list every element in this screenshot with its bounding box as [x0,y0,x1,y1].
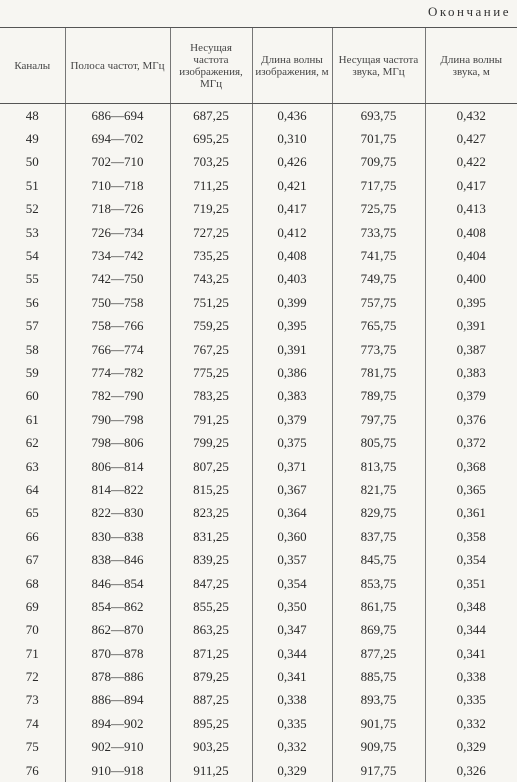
video-wavelength-cell: 0,347 [252,619,332,642]
audio-wavelength-cell: 0,422 [425,151,517,174]
band-cell: 854—862 [65,595,170,618]
channel-cell: 76 [0,759,65,782]
channel-cell: 59 [0,361,65,384]
audio-wavelength-cell: 0,391 [425,315,517,338]
audio-wavelength-cell: 0,395 [425,291,517,314]
channel-cell: 60 [0,385,65,408]
video-carrier-cell: 791,25 [170,408,252,431]
table-row [0,595,517,618]
band-cell: 710—718 [65,174,170,197]
video-wavelength-cell: 0,436 [252,104,332,128]
audio-carrier-cell: 821,75 [332,478,425,501]
audio-carrier-cell: 717,75 [332,174,425,197]
video-wavelength-cell: 0,360 [252,525,332,548]
audio-carrier-cell: 909,75 [332,736,425,759]
table-row [0,361,517,384]
audio-carrier-cell: 917,75 [332,759,425,782]
band-cell: 878—886 [65,665,170,688]
audio-carrier-cell: 757,75 [332,291,425,314]
video-wavelength-cell: 0,335 [252,712,332,735]
audio-carrier-cell: 805,75 [332,431,425,454]
header-audio-carrier: Несущая частота звука, МГц [332,28,425,104]
video-wavelength-cell: 0,421 [252,174,332,197]
table-body [0,104,517,782]
video-carrier-cell: 759,25 [170,315,252,338]
channel-cell: 66 [0,525,65,548]
video-carrier-cell: 847,25 [170,572,252,595]
table-row [0,198,517,221]
video-wavelength-cell: 0,310 [252,127,332,150]
video-carrier-cell: 695,25 [170,127,252,150]
channel-cell: 70 [0,619,65,642]
video-carrier-cell: 839,25 [170,548,252,571]
audio-wavelength-cell: 0,413 [425,198,517,221]
channel-cell: 74 [0,712,65,735]
audio-carrier-cell: 765,75 [332,315,425,338]
audio-wavelength-cell: 0,344 [425,619,517,642]
table-row [0,151,517,174]
audio-wavelength-cell: 0,338 [425,665,517,688]
table-row [0,455,517,478]
channel-cell: 50 [0,151,65,174]
header-audio-wavelength: Длина волны звука, м [425,28,517,104]
audio-carrier-cell: 773,75 [332,338,425,361]
band-cell: 894—902 [65,712,170,735]
audio-wavelength-cell: 0,417 [425,174,517,197]
video-wavelength-cell: 0,391 [252,338,332,361]
band-cell: 862—870 [65,619,170,642]
audio-wavelength-cell: 0,376 [425,408,517,431]
channel-cell: 52 [0,198,65,221]
video-carrier-cell: 703,25 [170,151,252,174]
video-carrier-cell: 895,25 [170,712,252,735]
header-row [0,28,517,104]
audio-wavelength-cell: 0,329 [425,736,517,759]
audio-carrier-cell: 725,75 [332,198,425,221]
video-wavelength-cell: 0,329 [252,759,332,782]
band-cell: 758—766 [65,315,170,338]
channel-cell: 69 [0,595,65,618]
channel-cell: 53 [0,221,65,244]
video-wavelength-cell: 0,408 [252,244,332,267]
audio-carrier-cell: 869,75 [332,619,425,642]
audio-carrier-cell: 693,75 [332,104,425,128]
video-carrier-cell: 911,25 [170,759,252,782]
audio-carrier-cell: 749,75 [332,268,425,291]
audio-wavelength-cell: 0,358 [425,525,517,548]
band-cell: 902—910 [65,736,170,759]
video-wavelength-cell: 0,332 [252,736,332,759]
audio-carrier-cell: 861,75 [332,595,425,618]
video-carrier-cell: 903,25 [170,736,252,759]
video-carrier-cell: 807,25 [170,455,252,478]
audio-wavelength-cell: 0,368 [425,455,517,478]
table-row [0,736,517,759]
band-cell: 750—758 [65,291,170,314]
audio-carrier-cell: 797,75 [332,408,425,431]
audio-carrier-cell: 701,75 [332,127,425,150]
video-wavelength-cell: 0,399 [252,291,332,314]
table-row [0,408,517,431]
video-carrier-cell: 735,25 [170,244,252,267]
channel-cell: 72 [0,665,65,688]
video-carrier-cell: 751,25 [170,291,252,314]
table-row [0,291,517,314]
band-cell: 686—694 [65,104,170,128]
table-row [0,478,517,501]
audio-wavelength-cell: 0,427 [425,127,517,150]
audio-carrier-cell: 837,75 [332,525,425,548]
channel-cell: 56 [0,291,65,314]
table-row [0,759,517,782]
band-cell: 790—798 [65,408,170,431]
audio-wavelength-cell: 0,351 [425,572,517,595]
audio-wavelength-cell: 0,341 [425,642,517,665]
table-caption: Окончание [428,4,511,20]
video-carrier-cell: 871,25 [170,642,252,665]
video-carrier-cell: 767,25 [170,338,252,361]
table-row [0,385,517,408]
audio-wavelength-cell: 0,335 [425,689,517,712]
table-row [0,315,517,338]
video-wavelength-cell: 0,383 [252,385,332,408]
audio-carrier-cell: 853,75 [332,572,425,595]
audio-carrier-cell: 813,75 [332,455,425,478]
band-cell: 830—838 [65,525,170,548]
table-row [0,619,517,642]
video-wavelength-cell: 0,395 [252,315,332,338]
band-cell: 838—846 [65,548,170,571]
channel-cell: 49 [0,127,65,150]
table-row [0,689,517,712]
table-row [0,431,517,454]
audio-carrier-cell: 733,75 [332,221,425,244]
video-carrier-cell: 727,25 [170,221,252,244]
channel-cell: 57 [0,315,65,338]
band-cell: 814—822 [65,478,170,501]
audio-wavelength-cell: 0,332 [425,712,517,735]
video-carrier-cell: 775,25 [170,361,252,384]
band-cell: 806—814 [65,455,170,478]
video-carrier-cell: 863,25 [170,619,252,642]
band-cell: 726—734 [65,221,170,244]
video-wavelength-cell: 0,417 [252,198,332,221]
table-header [0,28,517,104]
video-wavelength-cell: 0,386 [252,361,332,384]
table-row [0,712,517,735]
header-video-carrier: Несущая частота изображения, МГц [170,28,252,104]
audio-wavelength-cell: 0,354 [425,548,517,571]
audio-carrier-cell: 877,25 [332,642,425,665]
band-cell: 822—830 [65,502,170,525]
table-row [0,221,517,244]
audio-carrier-cell: 893,75 [332,689,425,712]
video-carrier-cell: 743,25 [170,268,252,291]
video-carrier-cell: 711,25 [170,174,252,197]
band-cell: 718—726 [65,198,170,221]
audio-wavelength-cell: 0,400 [425,268,517,291]
video-wavelength-cell: 0,426 [252,151,332,174]
band-cell: 702—710 [65,151,170,174]
band-cell: 766—774 [65,338,170,361]
audio-wavelength-cell: 0,326 [425,759,517,782]
audio-carrier-cell: 781,75 [332,361,425,384]
video-wavelength-cell: 0,350 [252,595,332,618]
table-row [0,525,517,548]
video-carrier-cell: 783,25 [170,385,252,408]
table-row [0,268,517,291]
band-cell: 734—742 [65,244,170,267]
band-cell: 870—878 [65,642,170,665]
table-row [0,104,517,128]
video-wavelength-cell: 0,403 [252,268,332,291]
audio-wavelength-cell: 0,383 [425,361,517,384]
band-cell: 846—854 [65,572,170,595]
channel-cell: 75 [0,736,65,759]
audio-wavelength-cell: 0,365 [425,478,517,501]
video-carrier-cell: 719,25 [170,198,252,221]
channel-cell: 58 [0,338,65,361]
channel-cell: 67 [0,548,65,571]
table-row [0,127,517,150]
video-carrier-cell: 823,25 [170,502,252,525]
audio-wavelength-cell: 0,387 [425,338,517,361]
audio-carrier-cell: 901,75 [332,712,425,735]
band-cell: 694—702 [65,127,170,150]
channel-cell: 54 [0,244,65,267]
channel-cell: 61 [0,408,65,431]
audio-carrier-cell: 829,75 [332,502,425,525]
channel-cell: 55 [0,268,65,291]
video-wavelength-cell: 0,357 [252,548,332,571]
table-row [0,548,517,571]
video-wavelength-cell: 0,367 [252,478,332,501]
table-row [0,572,517,595]
audio-wavelength-cell: 0,361 [425,502,517,525]
video-wavelength-cell: 0,375 [252,431,332,454]
audio-carrier-cell: 741,75 [332,244,425,267]
audio-carrier-cell: 709,75 [332,151,425,174]
video-carrier-cell: 887,25 [170,689,252,712]
video-carrier-cell: 687,25 [170,104,252,128]
video-wavelength-cell: 0,371 [252,455,332,478]
video-carrier-cell: 799,25 [170,431,252,454]
table-row [0,642,517,665]
video-wavelength-cell: 0,354 [252,572,332,595]
audio-wavelength-cell: 0,372 [425,431,517,454]
header-video-wavelength: Длина волны изображения, м [252,28,332,104]
audio-carrier-cell: 885,75 [332,665,425,688]
band-cell: 742—750 [65,268,170,291]
table-row [0,502,517,525]
video-carrier-cell: 831,25 [170,525,252,548]
audio-wavelength-cell: 0,432 [425,104,517,128]
header-channels: Каналы [0,28,65,104]
band-cell: 774—782 [65,361,170,384]
band-cell: 798—806 [65,431,170,454]
channel-cell: 65 [0,502,65,525]
channel-cell: 51 [0,174,65,197]
channel-cell: 63 [0,455,65,478]
video-wavelength-cell: 0,344 [252,642,332,665]
channel-cell: 48 [0,104,65,128]
band-cell: 910—918 [65,759,170,782]
video-wavelength-cell: 0,341 [252,665,332,688]
audio-wavelength-cell: 0,348 [425,595,517,618]
channel-cell: 73 [0,689,65,712]
channel-table [0,27,517,782]
band-cell: 782—790 [65,385,170,408]
channel-cell: 71 [0,642,65,665]
audio-wavelength-cell: 0,379 [425,385,517,408]
channel-cell: 64 [0,478,65,501]
channel-cell: 68 [0,572,65,595]
video-wavelength-cell: 0,412 [252,221,332,244]
video-carrier-cell: 879,25 [170,665,252,688]
band-cell: 886—894 [65,689,170,712]
audio-wavelength-cell: 0,408 [425,221,517,244]
audio-carrier-cell: 789,75 [332,385,425,408]
table-row [0,174,517,197]
header-band: Полоса частот, МГц [65,28,170,104]
channel-cell: 62 [0,431,65,454]
video-wavelength-cell: 0,338 [252,689,332,712]
table-row [0,244,517,267]
table-row [0,338,517,361]
audio-wavelength-cell: 0,404 [425,244,517,267]
video-carrier-cell: 855,25 [170,595,252,618]
video-wavelength-cell: 0,379 [252,408,332,431]
video-carrier-cell: 815,25 [170,478,252,501]
table-row [0,665,517,688]
audio-carrier-cell: 845,75 [332,548,425,571]
video-wavelength-cell: 0,364 [252,502,332,525]
